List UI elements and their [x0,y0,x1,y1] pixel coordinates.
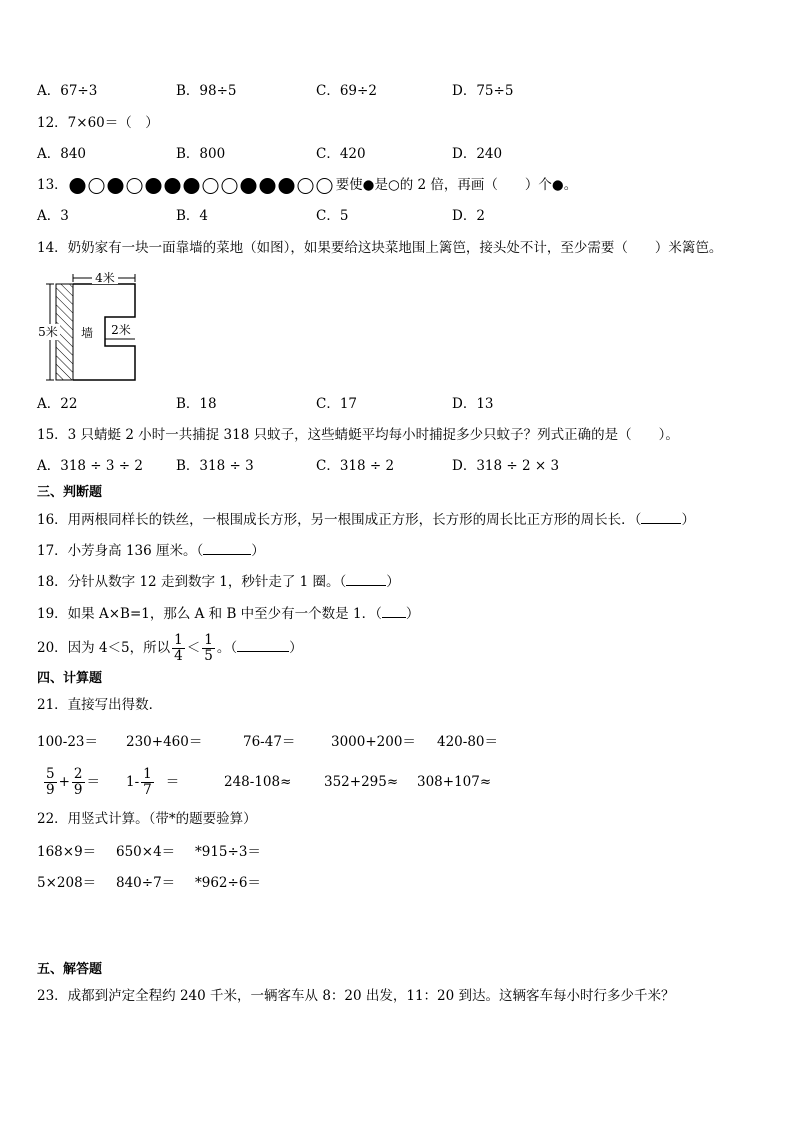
q22-item-3: *915÷3＝ [195,844,261,860]
label-5m: 5米 [38,325,58,339]
q17: 17．小芳身高 136 厘米。（ ） [37,543,265,559]
q13-stem [37,176,577,195]
q11-option-a: A．67÷3 [37,83,98,99]
q13-dot-row [68,177,336,193]
q12-option-c: C．420 [316,146,366,162]
q12-option-b: B．800 [176,146,226,162]
q13-option-b: B．4 [176,208,209,224]
q17-answer-blank[interactable] [203,541,251,555]
black-dot [241,178,256,193]
q13-text: 要使●是○的 2 倍，再画（ ）个●。 [335,177,578,193]
q21-item-8: 248-108≈ [224,774,292,790]
q14-option-b: B．18 [176,396,217,412]
black-dot [165,178,180,193]
white-dot [298,178,313,193]
q22-item-4: 5×208＝ [37,875,97,891]
q14-option-d: D．13 [452,396,494,412]
q13-option-c: C．5 [316,208,349,224]
q21-fraction-sum: $\frac{5}{9}$ + $\frac{2}{9}$ ＝ [46,766,100,798]
section-answer-heading: 五、解答题 [37,962,103,977]
q11-option-b: B．98÷5 [176,83,237,99]
white-dot [89,178,104,193]
q12-option-d: D．240 [452,146,503,162]
q20-fraction-1: $\frac{1}{4}$ [174,632,183,664]
black-dot [108,178,123,193]
q21-item-5: 420-80＝ [437,734,499,750]
q15-option-b: B．318 ÷ 3 [176,458,254,474]
q12-stem: 12．7×60＝（ ） [37,115,159,131]
q22-stem: 22．用竖式计算。（带*的题要验算） [37,811,257,827]
q21-item-10: 308+107≈ [417,774,492,790]
q13-number: 13． [37,177,68,193]
label-2m: 2米 [111,323,131,337]
q11-option-c: C．69÷2 [316,83,377,99]
q20-fraction-2: $\frac{1}{5}$ [204,632,213,664]
section-judgement-heading: 三、判断题 [37,485,103,500]
q11-option-d: D．75÷5 [452,83,514,99]
q18: 18．分针从数字 12 走到数字 1，秒针走了 1 圈。（ ） [37,574,400,590]
black-dot [70,178,85,193]
white-dot [127,178,142,193]
label-4m: 4米 [95,271,115,285]
white-dot [222,178,237,193]
white-dot [317,178,332,193]
q15-option-a: A．318 ÷ 3 ÷ 2 [37,458,143,474]
section-calculation-heading: 四、计算题 [37,671,103,686]
q22-item-6: *962÷6＝ [195,875,261,891]
q16-answer-blank[interactable] [641,510,681,524]
q15-option-d: D．318 ÷ 2 × 3 [452,458,560,474]
q23-stem: 23．成都到泸定全程约 240 千米，一辆客车从 8：20 出发，11：20 到达。这辆客车每小时行多少千米？ [37,988,675,1004]
q12-option-a: A．840 [37,146,87,162]
q21-item-2: 230+460＝ [126,734,203,750]
q22-item-2: 650×4＝ [116,844,176,860]
q15-option-c: C．318 ÷ 2 [316,458,395,474]
q14-option-a: A．22 [37,396,78,412]
q20-answer-blank[interactable] [237,638,289,652]
q19-answer-blank[interactable] [382,604,406,618]
q14-garden-figure [34,266,144,386]
q22-item-1: 168×9＝ [37,844,97,860]
black-dot [184,178,199,193]
q22-item-5: 840÷7＝ [116,875,176,891]
q19: 19．如果 A×B=1，那么 A 和 B 中至少有一个数是 1．（ ） [37,606,420,622]
q21-item-3: 76-47＝ [243,734,296,750]
q21-stem: 21．直接写出得数． [37,697,163,713]
white-dot [203,178,218,193]
q21-item-1: 100-23＝ [37,734,99,750]
black-dot [260,178,275,193]
label-wall: 墙 [80,326,94,340]
q14-stem: 14．奶奶家有一块一面靠墙的菜地（如图），如果要给这块菜地围上篱笆，接头处不计，至少需要（ ）米篱笆。 [37,240,723,256]
black-dot [146,178,161,193]
q21-item-4: 3000+200＝ [331,734,416,750]
q18-answer-blank[interactable] [346,572,386,586]
q20: 20．因为 4＜5，所以 $\frac{1}{4}$ ＜ $\frac{1}{5}$ 。（ ） [37,632,303,664]
q21-fraction-diff: 1- $\frac{1}{7}$ ＝ [126,766,180,798]
q13-option-d: D．2 [452,208,485,224]
q13-option-a: A．3 [37,208,69,224]
q21-item-9: 352+295≈ [324,774,399,790]
q14-option-c: C．17 [316,396,358,412]
black-dot [279,178,294,193]
q16: 16．用两根同样长的铁丝，一根围成长方形，另一根围成正方形，长方形的周长比正方形的周长长．（ ） [37,512,695,528]
q15-stem: 15．3 只蜻蜓 2 小时一共捕捉 318 只蚊子，这些蜻蜓平均每小时捕捉多少只蚊子？列式正确的是（ ）。 [37,427,679,443]
